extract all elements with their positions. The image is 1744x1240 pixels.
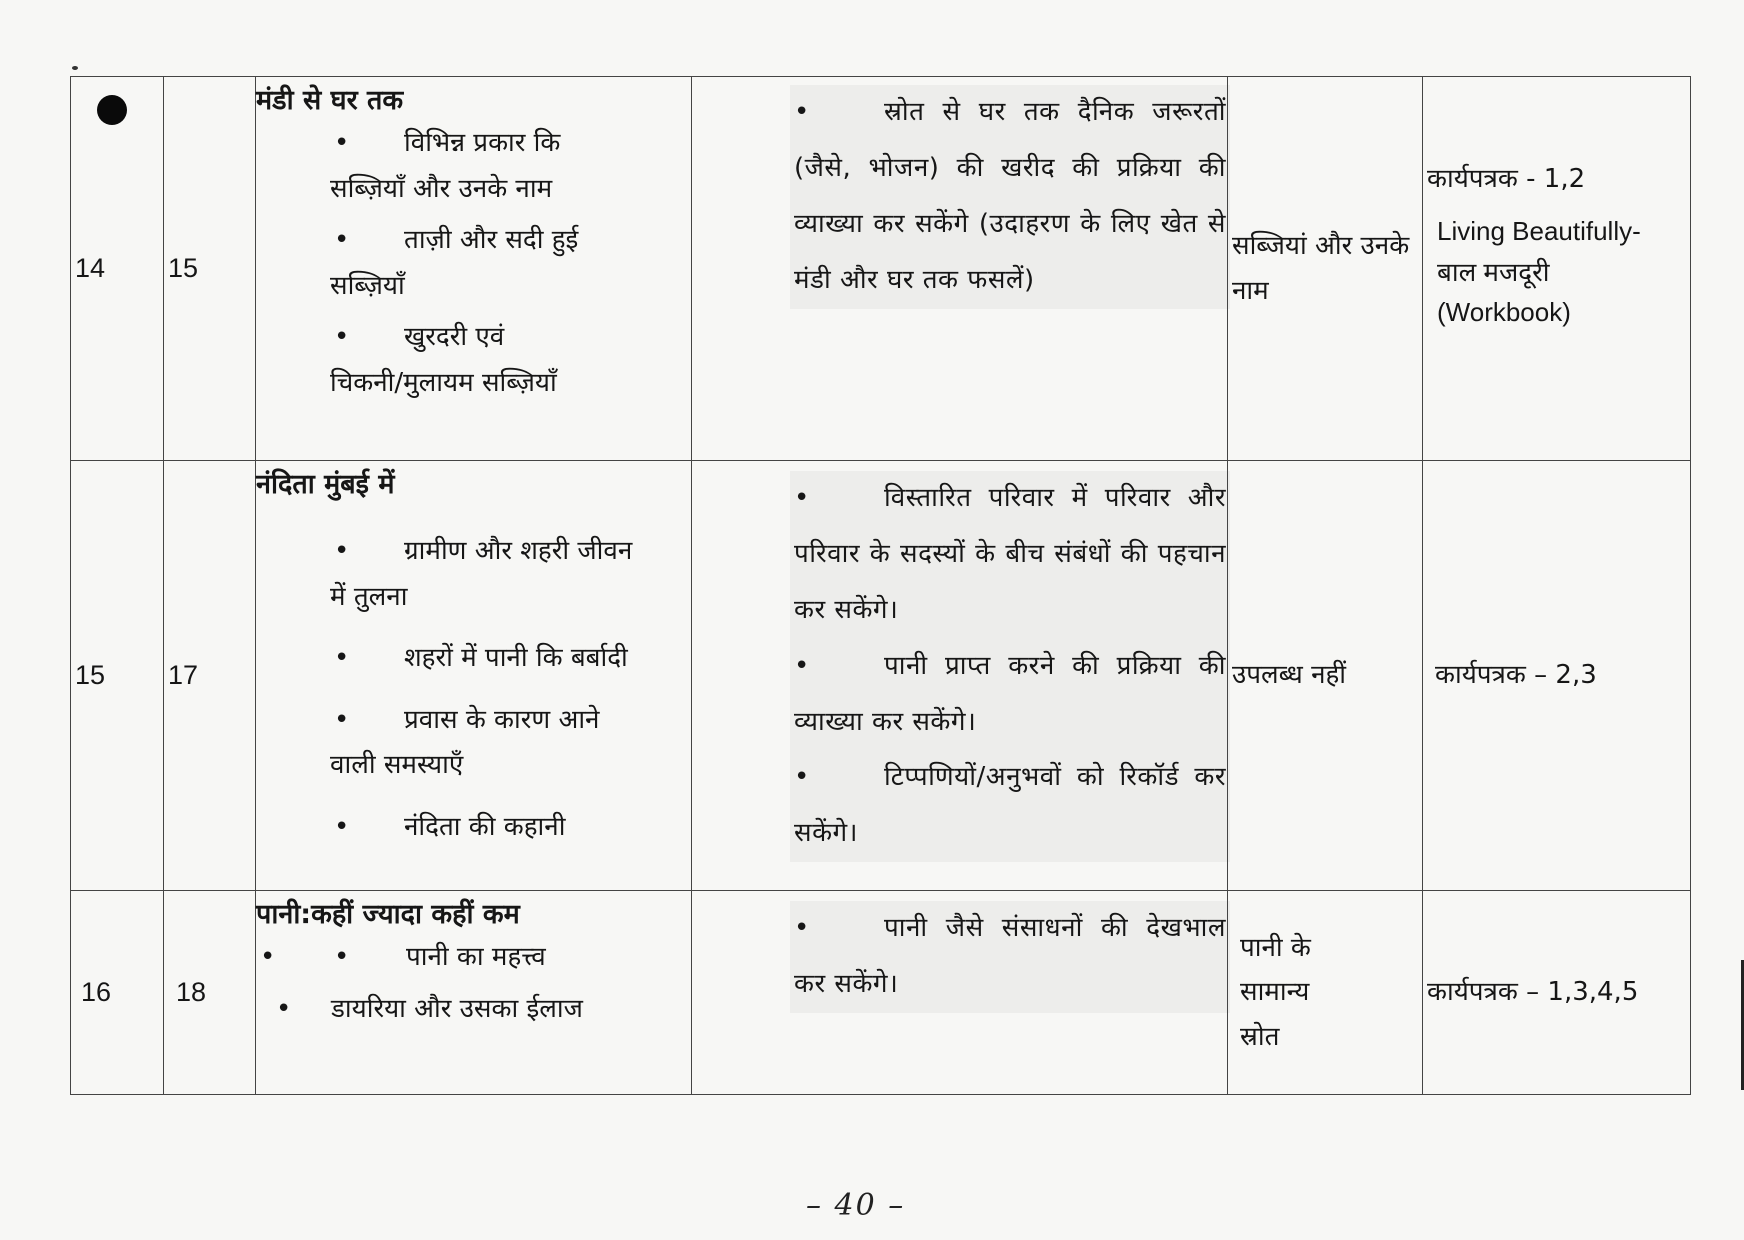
page-number: – 40 – <box>806 1188 906 1223</box>
week-number: 17 <box>168 660 199 691</box>
resource-item: Living Beautifully- बाल मजदूरी (Workbook) <box>1437 216 1641 327</box>
week-number: 15 <box>168 253 199 284</box>
list-item <box>256 987 691 1033</box>
point-text-continued: चिकनी/मुलायम सब्ज़ियाँ <box>330 367 557 398</box>
list-item: • • पानी का महत्त्व <box>256 935 691 981</box>
outcome-item: • पानी प्राप्त करने की प्रक्रिया की व्याख्या कर सकेंगे। <box>794 650 1226 737</box>
point-text: शहरों में पानी कि बर्बादी <box>404 643 628 674</box>
topic-cell <box>256 461 692 891</box>
point-text-continued: में तुलना <box>330 581 408 612</box>
resource-item: कार्यपत्रक - 1,2 <box>1427 164 1586 194</box>
point-text: डायरिया और उसका ईलाज <box>331 993 583 1024</box>
topic-points <box>330 121 691 406</box>
bullet-marker-icon <box>97 95 127 125</box>
resources-cell <box>1423 891 1691 1095</box>
topic-title: नंदिता मुंबई में <box>256 469 395 500</box>
list-item <box>330 315 691 406</box>
serial-number: 14 <box>75 253 106 284</box>
outcome-text: पानी जैसे संसाधनों की देखभाल कर सकेंगे। <box>794 913 1226 999</box>
list-item <box>330 121 691 212</box>
topic-cell <box>256 77 692 461</box>
serial-cell <box>71 77 164 461</box>
outcome-item: • पानी जैसे संसाधनों की देखभाल कर सकेंगे। <box>794 913 1226 999</box>
list-item <box>330 529 691 620</box>
point-text-continued: सब्ज़ियाँ और उनके नाम <box>330 173 553 204</box>
table-row <box>71 891 1691 1095</box>
week-number: 18 <box>176 977 207 1008</box>
week-cell <box>164 891 256 1095</box>
point-text: खुरदरी एवं <box>404 322 505 353</box>
outcome-text: पानी प्राप्त करने की प्रक्रिया की व्याख्या कर सकेंगे। <box>794 650 1226 737</box>
serial-number: 16 <box>81 977 112 1008</box>
outcome-item: • टिप्पणियों/अनुभवों को रिकॉर्ड कर सकेंगे। <box>794 762 1226 849</box>
outcome-item: • स्रोत से घर तक दैनिक जरूरतों (जैसे, भोजन) की खरीद की प्रक्रिया की व्याख्या कर सकेंगे (उदाहरण के लिए खेत से मंडी और घर तक फसलें) <box>794 97 1226 295</box>
list-item <box>330 698 691 789</box>
serial-cell <box>71 891 164 1095</box>
point-text: नंदिता की कहानी <box>404 811 566 842</box>
topic-cell <box>256 891 692 1095</box>
vocabulary-text: उपलब्ध नहीं <box>1232 660 1347 691</box>
topic-title: मंडी से घर तक <box>256 85 404 116</box>
outcomes-block <box>790 901 1230 1013</box>
vocabulary-cell <box>1228 461 1423 891</box>
topic-points <box>256 935 691 1032</box>
week-cell <box>164 77 256 461</box>
serial-cell <box>71 461 164 891</box>
outcomes-cell <box>692 891 1228 1095</box>
list-item <box>330 636 691 682</box>
outcome-text: टिप्पणियों/अनुभवों को रिकॉर्ड कर सकेंगे। <box>794 762 1226 849</box>
outcome-item: • विस्तारित परिवार में परिवार और परिवार के सदस्यों के बीच संबंधों की पहचान कर सकेंगे। <box>794 483 1226 625</box>
point-text-continued: सब्ज़ियाँ <box>330 270 405 301</box>
outcomes-cell <box>692 461 1228 891</box>
outcomes-block <box>790 471 1230 862</box>
resources-cell <box>1423 461 1691 891</box>
resources-cell <box>1423 77 1691 461</box>
curriculum-table <box>70 76 1691 1095</box>
list-item <box>330 218 691 309</box>
list-item <box>330 805 691 851</box>
serial-number: 15 <box>75 660 106 691</box>
vocabulary-text: पानी के सामान्य स्रोत <box>1240 933 1311 1052</box>
table-row <box>71 77 1691 461</box>
point-text: ताज़ी और सदी हुई <box>404 225 579 256</box>
resource-item: कार्यपत्रक – 1,3,4,5 <box>1427 977 1639 1008</box>
outcomes-cell <box>692 77 1228 461</box>
week-cell <box>164 461 256 891</box>
vocabulary-cell <box>1228 891 1423 1095</box>
table-row <box>71 461 1691 891</box>
vocabulary-cell <box>1228 77 1423 461</box>
vocabulary-text: सब्जियां और उनके नाम <box>1232 231 1410 306</box>
point-text: प्रवास के कारण आने <box>404 704 600 735</box>
point-text-continued: वाली समस्याएँ <box>330 750 464 781</box>
scan-speck <box>72 66 78 70</box>
topic-title: पानी:कहीं ज्यादा कहीं कम <box>256 899 520 930</box>
resource-item: कार्यपत्रक – 2,3 <box>1435 660 1597 691</box>
topic-points <box>330 529 691 850</box>
outcomes-block <box>790 85 1230 309</box>
point-text: पानी का महत्त्व <box>406 942 546 973</box>
point-text: ग्रामीण और शहरी जीवन <box>404 536 633 567</box>
outcome-text: स्रोत से घर तक दैनिक जरूरतों (जैसे, भोजन) की खरीद की प्रक्रिया की व्याख्या कर सकेंगे (उदाहरण के लिए खेत से मंडी और घर तक फसलें) <box>794 97 1226 295</box>
point-text: विभिन्न प्रकार कि <box>404 128 561 159</box>
outcome-text: विस्तारित परिवार में परिवार और परिवार के सदस्यों के बीच संबंधों की पहचान कर सकेंगे। <box>794 483 1226 625</box>
